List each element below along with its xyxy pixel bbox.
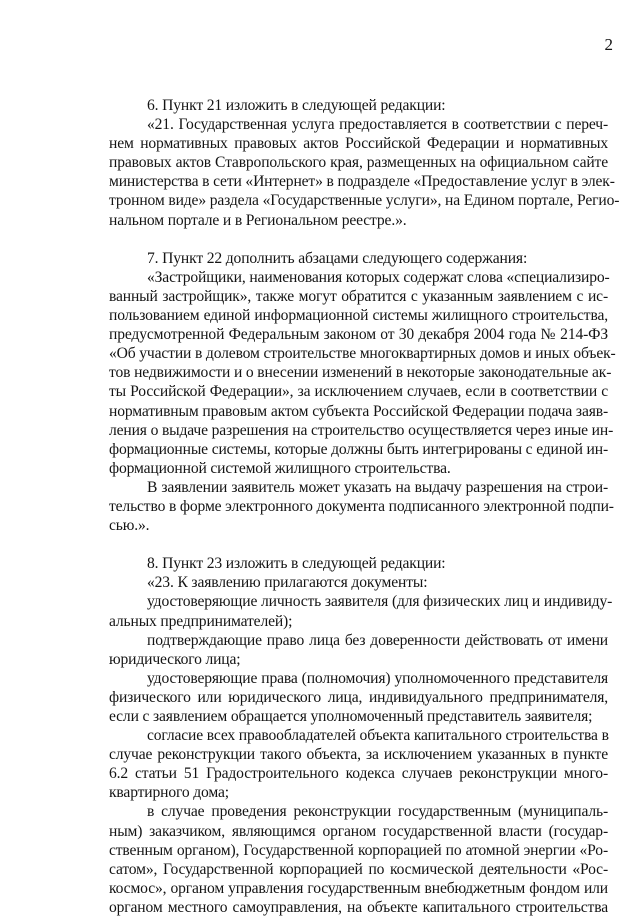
text-line: правовых актов Ставропольского края, размещенных на официальном сайте — [109, 154, 608, 172]
text-line: юридического лица; — [109, 650, 241, 668]
text-line: формационной системой жилищного строительства. — [109, 459, 451, 477]
text-line: альных предпринимателей); — [109, 612, 293, 630]
text-line: ственным органом), Государственной корпорацией по атомной энергии «Ро- — [109, 841, 608, 859]
text-line: ванный застройщик», также могут обратится с указанным заявлением с ис- — [109, 287, 608, 305]
section-8-paragraph — [109, 554, 613, 917]
page-number: 2 — [604, 35, 613, 54]
text-line: ления о выдаче разрешения на строительство осуществляется через иные ин- — [109, 421, 614, 439]
text-line: тронном виде» раздела «Государственные услуги», на Едином портале, Регио- — [109, 192, 620, 210]
text-line: согласие всех правообладателей объекта капитального строительства в — [147, 727, 609, 745]
text-line: В заявлении заявитель может указать на выдачу разрешения на строи- — [147, 478, 608, 496]
text-line: сью.». — [109, 517, 150, 535]
text-line: космос», органом управления государственным внебюджетным фондом или — [109, 879, 608, 897]
text-line: «21. Государственная услуга предоставляется в соответствии с переч- — [147, 116, 608, 134]
text-line: «Застройщики, наименования которых содержат слова «специализиро- — [147, 268, 610, 286]
text-line: нем нормативных правовых актов Российской Федерации и нормативных — [109, 135, 608, 153]
text-line: удостоверяющие права (полномочия) уполномоченного представителя — [147, 669, 608, 687]
text-line: 6. Пункт 21 изложить в следующей редакции: — [147, 97, 446, 114]
text-line: нальном портале и в Региональном реестре.». — [109, 211, 407, 229]
text-line: предусмотренной Федеральным законом от 30 декабря 2004 года № 214-ФЗ — [109, 326, 608, 344]
section-7-paragraph — [109, 249, 616, 535]
paragraph-gap — [109, 535, 608, 554]
text-line: сатом», Государственной корпорацией по космической деятельности «Рос- — [109, 860, 608, 878]
text-line: подтверждающие право лица без доверенности действовать от имени — [147, 631, 608, 649]
text-line: «23. К заявлению прилагаются документы: — [147, 574, 428, 592]
document-body — [109, 96, 620, 917]
text-line: органом местного самоуправления, на объекте капитального строительства — [109, 898, 608, 916]
text-line: ным) заказчиком, являющимся органом государственной власти (государ- — [109, 822, 608, 840]
text-line: тов недвижимости и о внесении изменений в некоторые законодательные ак- — [109, 364, 612, 382]
text-line: 7. Пункт 22 дополнить абзацами следующего содержания: — [147, 249, 528, 267]
text-line: 6.2 статьи 51 Градостроительного кодекса случаев реконструкции много- — [109, 765, 608, 783]
text-line: удостоверяющие личность заявителя (для физических лиц и индивиду- — [147, 593, 613, 611]
text-line: в случае проведения реконструкции государственным (муниципаль- — [147, 803, 608, 821]
text-line: тельство в форме электронного документа подписанного электронной подпи- — [109, 497, 614, 515]
text-line: если с заявлением обращается уполномоченный представитель заявителя; — [109, 708, 593, 725]
text-line: физического или юридического лица, индивидуального предпринимателя, — [109, 688, 608, 706]
text-line: формационные системы, которые должны быть интегрированы с единой ин- — [109, 440, 608, 458]
text-line: случае реконструкции такого объекта, за исключением указанных в пункте — [109, 746, 608, 764]
text-line: министерства в сети «Интернет» в подразделе «Предоставление услуг в элек- — [109, 173, 615, 191]
text-line: нормативным правовым актом субъекта Российской Федерации подача заяв- — [109, 402, 608, 420]
paragraph-gap — [109, 230, 608, 249]
text-line: квартирного дома; — [109, 784, 229, 802]
section-6-paragraph — [109, 96, 620, 230]
text-line: «Об участии в долевом строительстве многоквартирных домов и иных объек- — [109, 345, 616, 363]
text-line: пользованием единой информационной системы жилищного строительства, — [109, 307, 608, 325]
text-line: 8. Пункт 23 изложить в следующей редакции: — [147, 555, 446, 573]
text-line: ты Российской Федерации», за исключением случаев, если в соответствии с — [109, 383, 608, 401]
